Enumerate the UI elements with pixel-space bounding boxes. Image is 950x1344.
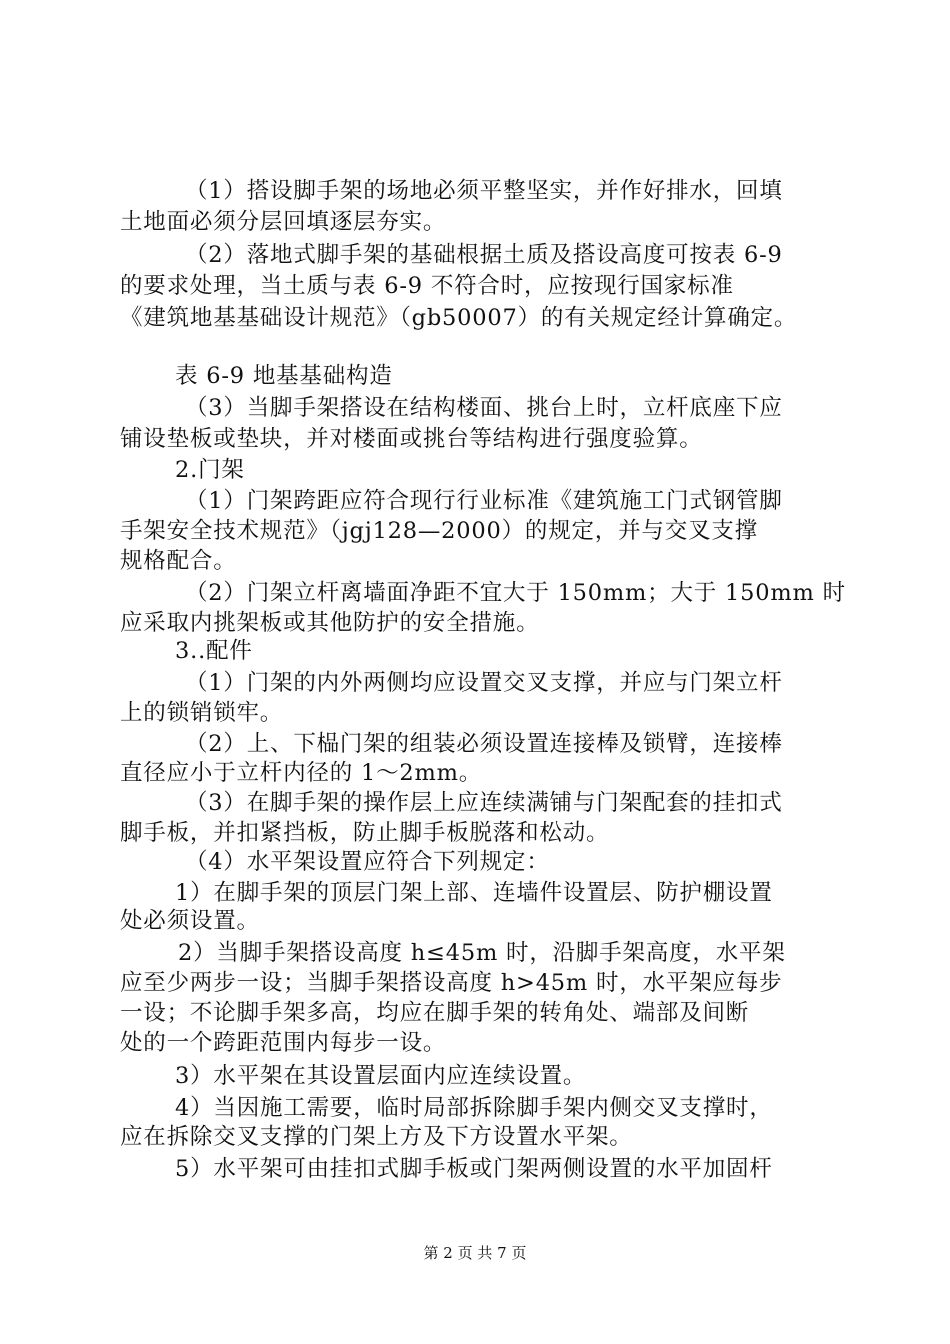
paragraph-line: （1）门架的内外两侧均应设置交叉支撑，并应与门架立杆 bbox=[185, 670, 783, 696]
paragraph-line: （4）水平架设置应符合下列规定： bbox=[185, 849, 550, 875]
paragraph-line: 的要求处理，当土质与表 6-9 不符合时，应按现行国家标准 bbox=[120, 273, 734, 299]
paragraph-line: 5）水平架可由挂扣式脚手板或门架两侧设置的水平加固杆 bbox=[175, 1156, 773, 1182]
paragraph-line: 应至少两步一设；当脚手架搭设高度 h>45m 时，水平架应每步 bbox=[120, 970, 783, 996]
paragraph-line: （2）落地式脚手架的基础根据土质及搭设高度可按表 6-9 bbox=[185, 242, 783, 268]
table-caption: 表 6-9 地基基础构造 bbox=[175, 363, 393, 389]
paragraph-line: 《建筑地基基础设计规范》（gb50007）的有关规定经计算确定。 bbox=[120, 305, 798, 331]
paragraph-line: 处的一个跨距范围内每步一设。 bbox=[120, 1030, 447, 1056]
paragraph-line: 直径应小于立杆内径的 1～2mm。 bbox=[120, 760, 483, 786]
paragraph-line: 脚手板，并扣紧挡板，防止脚手板脱落和松动。 bbox=[120, 820, 610, 846]
paragraph-line: 上的锁销锁牢。 bbox=[120, 700, 284, 726]
paragraph-line: （2）门架立杆离墙面净距不宜大于 150mm；大于 150mm 时 bbox=[185, 580, 846, 606]
section-heading: 3..配件 bbox=[175, 638, 253, 664]
paragraph-line: 一设；不论脚手架多高，均应在脚手架的转角处、端部及间断 bbox=[120, 1000, 750, 1026]
paragraph-line: 土地面必须分层回填逐层夯实。 bbox=[120, 209, 447, 235]
paragraph-line: 4）当因施工需要，临时局部拆除脚手架内侧交叉支撑时， bbox=[175, 1095, 773, 1121]
paragraph-line: 应在拆除交叉支撑的门架上方及下方设置水平架。 bbox=[120, 1124, 633, 1150]
paragraph-line: （1）搭设脚手架的场地必须平整坚实，并作好排水，回填 bbox=[185, 178, 783, 204]
paragraph-line: （3）当脚手架搭设在结构楼面、挑台上时，立杆底座下应 bbox=[185, 395, 783, 421]
paragraph-line: 手架安全技术规范》（jgj128—2000）的规定，并与交叉支撑 bbox=[120, 518, 758, 544]
paragraph-line: 2）当脚手架搭设高度 h≤45m 时，沿脚手架高度，水平架 bbox=[178, 940, 786, 966]
page-number-footer: 第 2 页 共 7 页 bbox=[423, 1244, 527, 1262]
paragraph-line: 规格配合。 bbox=[120, 548, 237, 574]
paragraph-line: （2）上、下榀门架的组装必须设置连接棒及锁臂，连接棒 bbox=[185, 731, 783, 757]
paragraph-line: 铺设垫板或垫块，并对楼面或挑台等结构进行强度验算。 bbox=[120, 426, 703, 452]
paragraph-line: （3）在脚手架的操作层上应连续满铺与门架配套的挂扣式 bbox=[185, 790, 783, 816]
paragraph-line: 处必须设置。 bbox=[120, 908, 260, 934]
paragraph-line: 3）水平架在其设置层面内应连续设置。 bbox=[175, 1063, 587, 1089]
paragraph-line: 应采取内挑架板或其他防护的安全措施。 bbox=[120, 610, 540, 636]
section-heading: 2.门架 bbox=[175, 457, 245, 483]
paragraph-line: 1）在脚手架的顶层门架上部、连墙件设置层、防护棚设置 bbox=[175, 880, 773, 906]
paragraph-line: （1）门架跨距应符合现行行业标准《建筑施工门式钢管脚 bbox=[185, 488, 783, 514]
